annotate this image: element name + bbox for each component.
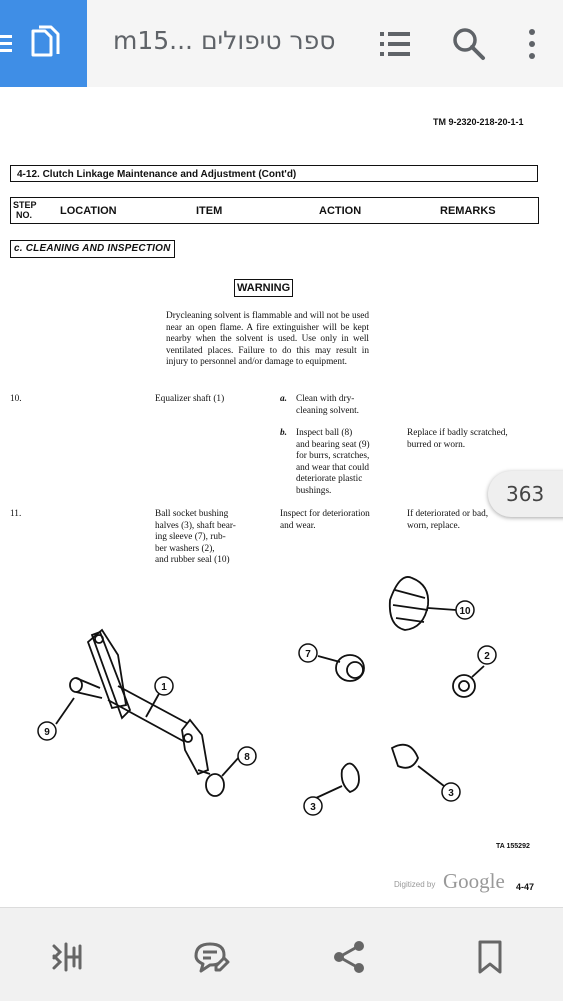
page-number: 4-47 (516, 882, 535, 892)
step-action: Inspect ball (8) and bearing seat (9) for burrs, scratches, and wear that could deteriorate plastic bushings. (296, 428, 370, 496)
callout-label: 7 (305, 649, 311, 660)
parts-illustration (0, 560, 563, 830)
step-remarks: If deteriorated or bad, worn, replace. (407, 509, 489, 531)
bottom-toolbar (0, 907, 563, 1001)
callout-label: 3 (448, 788, 454, 799)
action-letter: a. (280, 394, 287, 404)
callout-label: 3 (310, 802, 316, 813)
menu-icon[interactable] (0, 32, 12, 56)
share-icon[interactable] (331, 938, 369, 976)
document-toggle[interactable] (0, 0, 87, 87)
bookmark-icon[interactable] (471, 938, 509, 976)
layout-icon[interactable] (50, 938, 88, 976)
callout-label: 9 (44, 727, 50, 738)
step-item: Ball socket bushing halves (3), shaft bear- ing sleeve (7), rub- ber washers (2), and rubber seal (10) (155, 509, 236, 565)
action-header: ACTION (319, 205, 362, 217)
subheading: c. CLEANING AND INSPECTION (10, 240, 175, 258)
digitized-by: Digitized by (394, 880, 436, 889)
step-number: 10. (10, 394, 22, 404)
step-action: Inspect for deterioration and wear. (280, 509, 370, 531)
app-bar (0, 0, 563, 87)
warning-text: Drycleaning solvent is flammable and will not be used near an open flame. A fire extinguisher will be kept nearby when the solvent is used. Use only in well ventilated places. Failure to do this may result in injury to personnel and/or damage to equipment. (166, 311, 369, 367)
step-item: Equalizer shaft (1) (155, 394, 225, 404)
item-header: ITEM (196, 205, 223, 217)
tm-number: TM 9-2320-218-20-1-1 (433, 117, 524, 127)
figure-id: TA 155292 (496, 843, 530, 850)
callout-label: 1 (161, 682, 167, 693)
callout-label: 2 (484, 651, 490, 662)
step-action: Clean with dry- cleaning solvent. (296, 394, 359, 416)
section-title: 4-12. Clutch Linkage Maintenance and Adjustment (Cont'd) (10, 165, 538, 182)
step-header: STEP NO. (13, 200, 37, 220)
document-title: m15... ספר טיפולים (113, 26, 336, 55)
page-badge[interactable]: 363 (488, 471, 563, 517)
search-icon[interactable] (451, 26, 487, 62)
callout-label: 10 (459, 606, 471, 617)
column-header (10, 197, 539, 224)
step-number: 11. (10, 509, 22, 519)
google-watermark: Google (443, 869, 505, 893)
more-icon[interactable] (514, 26, 550, 62)
remarks-header: REMARKS (440, 205, 496, 217)
comment-icon[interactable] (192, 938, 230, 976)
location-header: LOCATION (60, 205, 117, 217)
action-letter: b. (280, 428, 287, 438)
outline-icon[interactable] (378, 26, 414, 62)
document-icon (28, 25, 62, 61)
callout-label: 8 (244, 752, 250, 763)
step-remarks: Replace if badly scratched, burred or worn. (407, 428, 508, 450)
warning-label: WARNING (234, 279, 293, 297)
